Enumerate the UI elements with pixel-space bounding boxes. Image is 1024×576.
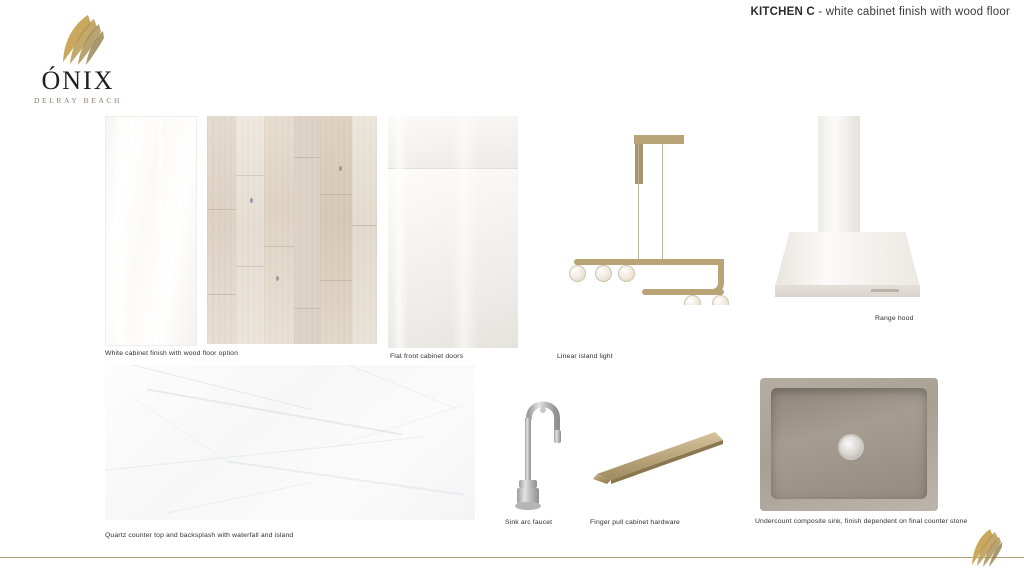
pendant-light-icon	[552, 125, 752, 305]
caption-faucet: Sink arc faucet	[505, 519, 553, 526]
caption-cabinet-doors: Flat front cabinet doors	[390, 353, 464, 360]
sink-icon	[760, 378, 938, 511]
gloss-highlight-2	[452, 116, 478, 348]
light-stem-left	[635, 144, 643, 184]
light-bulb	[618, 265, 635, 282]
logo-subtitle: DELRAY BEACH	[34, 96, 122, 105]
wood-floor-swatch	[207, 116, 377, 344]
wood-plank	[320, 116, 352, 344]
page-title-strong: KITCHEN C	[750, 6, 815, 18]
wood-plank	[264, 116, 294, 344]
hood-chimney	[818, 116, 860, 234]
wood-plank	[236, 116, 264, 344]
light-canopy	[634, 135, 684, 144]
gloss-highlight	[392, 116, 408, 348]
brand-logo	[18, 14, 138, 106]
faucet-icon	[505, 390, 575, 515]
wood-plank	[207, 116, 236, 344]
caption-range-hood: Range hood	[875, 315, 914, 322]
light-bulb	[712, 295, 729, 305]
light-bulb	[684, 295, 701, 305]
hood-control-strip	[871, 289, 899, 292]
light-cable-left	[638, 144, 639, 262]
white-finish-swatch	[105, 116, 197, 346]
onix-feather-icon-footer	[968, 528, 1002, 568]
hood-canopy	[775, 232, 920, 287]
cabinet-pull-icon	[585, 430, 725, 485]
onix-feather-icon	[58, 14, 104, 66]
light-bar	[574, 259, 724, 265]
caption-sink: Undercount composite sink, finish dependent on final counter stone	[755, 518, 968, 525]
light-bar-lower	[642, 289, 724, 295]
light-bulb	[595, 265, 612, 282]
page-title-rest: - white cabinet finish with wood floor	[814, 6, 1010, 18]
light-bulb	[569, 265, 586, 282]
caption-finger-pull: Finger pull cabinet hardware	[590, 519, 680, 526]
footer-divider	[0, 557, 1024, 558]
page-title	[750, 6, 1010, 18]
wood-plank	[294, 116, 320, 344]
range-hood-icon	[775, 116, 920, 306]
quartz-slab-swatch	[105, 365, 475, 520]
light-cable-right	[662, 144, 663, 264]
logo-wordmark: ÓNIX	[41, 66, 115, 95]
wood-plank	[352, 116, 377, 344]
gloss-highlight	[113, 117, 129, 345]
caption-white-finish: White cabinet finish with wood floor option	[105, 350, 239, 357]
caption-quartz: Quartz counter top and backsplash with waterfall and island	[105, 532, 294, 539]
gloss-highlight-2	[156, 117, 165, 345]
sink-drain	[838, 434, 864, 460]
caption-island-light: Linear island light	[557, 353, 613, 360]
cabinet-door-swatch	[388, 116, 518, 348]
